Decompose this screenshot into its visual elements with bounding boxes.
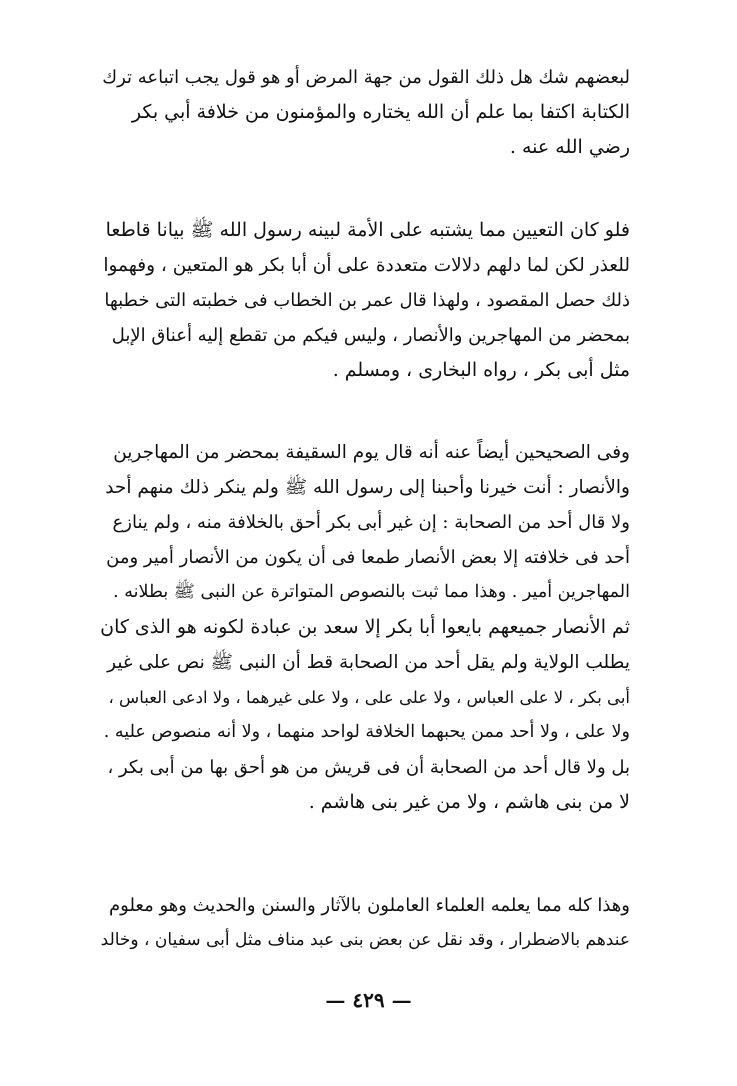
text-line: لبعضهم شك هل ذلك القول من جهة المرض أو هو قول يجب اتباعه ترك [102,67,630,88]
paragraph-4 [100,888,630,958]
text-line: مثل أبى بكر ، رواه البخارى ، ومسلم . [332,359,630,381]
text-line: والأنصار : أنت خيرنا وأحبنا إلى رسول الله ﷺ ولم ينكر ذلك منهم أحد [105,477,630,498]
text-line: المهاجرين أمير . وهذا مما ثبت بالنصوص المتواترة عن النبى ﷺ بطلانه . [113,582,630,602]
text-line: ولا على ، ولا أحد ممن يحبهما الخلافة لواحد منهما ، ولا أنه منصوص عليه . [103,722,630,742]
text-line: الكتابة اكتفا بما علم أن الله يختاره والمؤمنون من خلافة أبي بكر [131,101,630,123]
text-line: بمحضر من المهاجرين والأنصار ، وليس فيكم من تقطع إليه أعناق الإبل [111,325,630,346]
text-line: ولا قال أحد من الصحابة : إن غير أبى بكر أحق بالخلافة منه ، ولم ينازع [112,512,630,533]
paragraph-2 [100,213,630,388]
text-line: رضي الله عنه . [509,136,630,158]
text-line: فلو كان التعيين مما يشتبه على الأمة لبينه رسول الله ﷺ بيانا قاطعا [105,219,630,241]
text-line: وهذا كله مما يعلمه العلماء العاملون بالآثار والسنن والحديث وهو معلوم [109,895,630,916]
text-line: أبى بكر ، لا على العباس ، ولا على على ، ولا على غيرهما ، ولا ادعى العباس ، [108,688,630,707]
text-line: يطلب الولاية ولم يقل أحد من الصحابة قط أن النبى ﷺ نص على غير [107,652,630,673]
text-line: لا من بنى هاشم ، ولا من غير بنى هاشم . [308,791,630,813]
text-line: ذلك حصل المقصود ، ولهذا قال عمر بن الخطاب فى خطبته التى خطبها [104,290,630,311]
text-line: وفى الصحيحين أيضاً عنه أنه قال يوم السقيفة بمحضر من المهاجرين [113,442,630,463]
text-line: أحد فى خلافته إلا بعض الأنصار طمعا فى أن يكون من الأنصار أمير ومن [106,547,630,568]
paragraph-1 [100,60,630,165]
text-line: للعذر لكن لما دلهم دلالات متعددة على أن أبا بكر هو المتعين ، وفهموا [103,255,630,276]
text-line: بل ولا قال أحد من الصحابة أن فى قريش من هو أحق بها من أبى بكر ، [107,757,630,778]
text-line: عندهم بالاضطرار ، وقد نقل عن بعض بنى عبد مناف مثل أبى سفيان ، وخالد [100,930,630,950]
text-line: ثم الأنصار جميعهم بايعوا أبا بكر إلا سعد بن عبادة لكونه هو الذى كان [100,616,630,638]
paragraph-3 [100,435,630,820]
page-number: — ٤٢٩ — [325,988,412,1012]
